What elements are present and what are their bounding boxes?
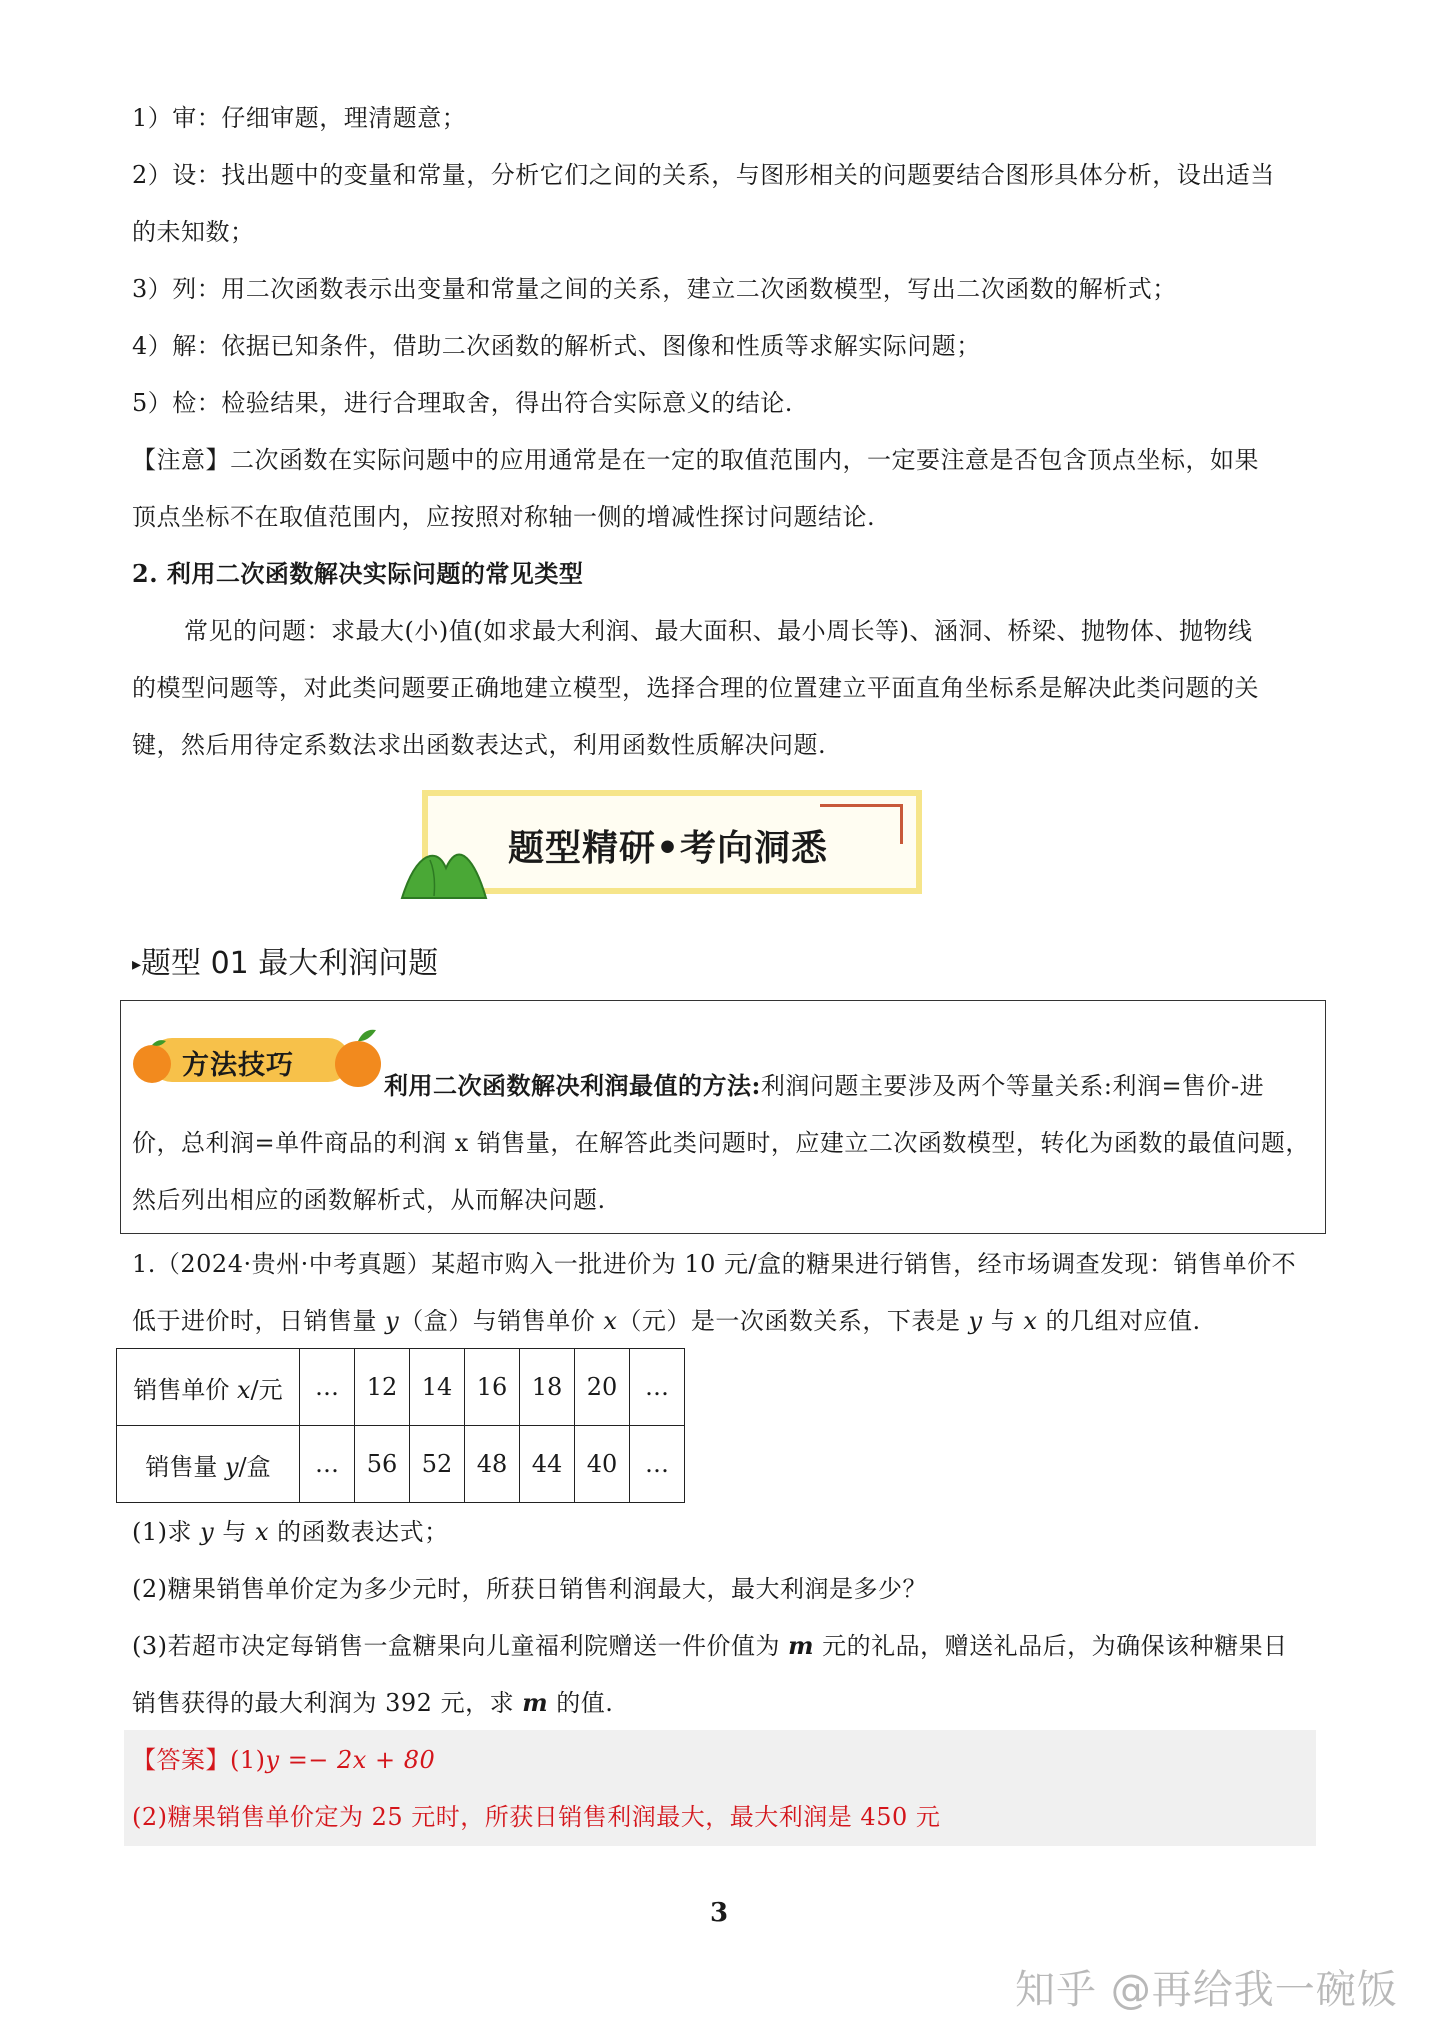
orange-icon [130,1036,176,1086]
answer-line-1 [132,1744,1312,1776]
table-row-price [117,1349,685,1426]
section-2-para-3: 键，然后用待定系数法求出函数表达式，利用函数性质解决问题. [132,731,827,759]
question-text: 元的礼品，赠送礼品后，为确保该种糖果日 [814,1632,1288,1660]
topic-title: 题型 01 最大利润问题 [141,946,439,981]
note-label: 【注意】 [132,446,230,474]
table-cell: 52 [410,1426,465,1503]
problem-line-1: 1.（2024·贵州·中考真题）某超市购入一批进价为 10 元/盒的糖果进行销售，经市场调查发现：销售单价不 [132,1250,1297,1278]
table-label-text: 销售单价 [133,1375,237,1404]
problem-text: 与 [982,1307,1024,1335]
problem-line-2 [132,1305,1312,1337]
table-row-volume [117,1426,685,1503]
var-x: x [237,1375,251,1404]
problem-text: （盒）与销售单价 [399,1307,604,1335]
table-label-unit: /元 [250,1375,283,1404]
method-badge [130,1020,380,1094]
table-cell: 40 [575,1426,630,1503]
table-cell-ellipsis: … [630,1349,685,1426]
var-m: m [788,1631,815,1660]
answer-1-prefix: (1) [230,1746,266,1774]
table-cell-ellipsis: … [300,1426,355,1503]
table-cell: 56 [355,1426,410,1503]
var-y: y [200,1518,215,1546]
note-line-2: 顶点坐标不在取值范围内，应按照对称轴一侧的增减性探讨问题结论. [132,503,876,531]
banner-title: 题型精研•考向洞悉 [508,828,829,869]
answer-label: 【答案】 [132,1746,230,1774]
question-text: 的函数表达式； [269,1518,449,1546]
table-cell: 44 [520,1426,575,1503]
var-y: y [385,1307,400,1335]
problem-text: 低于进价时，日销售量 [132,1307,386,1335]
method-line-2: 价，总利润=单件商品的利润 x 销售量，在解答此类问题时，应建立二次函数模型，转化为函数的最值问题， [132,1129,1310,1157]
topic-heading [132,944,438,988]
var-y: y [968,1307,983,1335]
table-cell: 14 [410,1349,465,1426]
price-volume-table [116,1348,685,1503]
section-2-para-2: 的模型问题等，对此类问题要正确地建立模型，选择合理的位置建立平面直角坐标系是解决此类问题的关 [132,674,1259,702]
question-1 [132,1516,1312,1548]
note-line-1 [132,444,1312,476]
note-text-1: 二次函数在实际问题中的应用通常是在一定的取值范围内，一定要注意是否包含顶点坐标，如果 [230,446,1259,474]
question-text: 的值. [548,1689,614,1717]
question-3-line-2 [132,1687,1312,1719]
step-2-line-2: 的未知数； [132,218,255,246]
question-text: 销售获得的最大利润为 392 元，求 [132,1689,523,1717]
table-header-volume [117,1426,300,1503]
table-cell: 48 [465,1426,520,1503]
triangle-marker-icon: ▸ [132,954,142,975]
step-2-line-1: 2）设：找出题中的变量和常量，分析它们之间的关系，与图形相关的问题要结合图形具体分析，设出适当 [132,161,1275,189]
var-m: m [522,1688,549,1717]
method-badge-label: 方法技巧 [182,1050,294,1081]
question-2: (2)糖果销售单价定为多少元时，所获日销售利润最大，最大利润是多少？ [132,1575,927,1603]
problem-text: （元）是一次函数关系，下表是 [617,1307,969,1335]
banner-accent-line [820,804,900,807]
step-3: 3）列：用二次函数表示出变量和常量之间的关系，建立二次函数模型，写出二次函数的解析式； [132,275,1177,303]
table-cell: 16 [465,1349,520,1426]
table-label-text: 销售量 [145,1452,225,1481]
table-cell: 12 [355,1349,410,1426]
table-cell: 20 [575,1349,630,1426]
var-y: y [224,1452,239,1481]
answer-1-formula: y =− 2x + 80 [265,1746,436,1774]
orange-icon [334,1022,382,1092]
method-lead: 利用二次函数解决利润最值的方法: [384,1071,761,1100]
question-text: (1)求 [132,1518,201,1546]
step-5: 5）检：检验结果，进行合理取舍，得出符合实际意义的结论. [132,389,793,417]
var-x: x [603,1307,618,1335]
page-number: 3 [710,1898,729,1928]
section-2-para-1: 常见的问题：求最大(小)值(如求最大利润、最大面积、最小周长等)、涵洞、桥梁、抛物体、抛物线 [184,617,1253,645]
problem-text: 的几组对应值. [1037,1307,1201,1335]
question-text: 与 [214,1518,255,1546]
method-line-3: 然后列出相应的函数解析式，从而解决问题. [132,1186,606,1214]
var-x: x [1023,1307,1038,1335]
method-text-1: 利润问题主要涉及两个等量关系:利润=售价-进 [760,1072,1265,1100]
table-label-unit: /盒 [238,1452,271,1481]
table-cell-ellipsis: … [630,1426,685,1503]
question-text: (3)若超市决定每销售一盒糖果向儿童福利院赠送一件价值为 [132,1632,789,1660]
table-cell: 18 [520,1349,575,1426]
banner-accent-vline [900,804,903,844]
section-2-heading: 2. 利用二次函数解决实际问题的常见类型 [132,559,584,588]
step-4: 4）解：依据已知条件，借助二次函数的解析式、图像和性质等求解实际问题； [132,332,981,360]
table-cell-ellipsis: … [300,1349,355,1426]
watermark: 知乎 @再给我一碗饭 [1015,1967,1398,2013]
section-banner [400,790,930,910]
answer-line-2: (2)糖果销售单价定为 25 元时，所获日销售利润最大，最大利润是 450 元 [132,1803,941,1831]
question-3-line-1 [132,1630,1312,1662]
var-x: x [254,1518,269,1546]
method-line-1 [384,1070,1314,1102]
step-1: 1）审：仔细审题，理清题意； [132,104,467,132]
table-header-price [117,1349,300,1426]
mountain-icon [400,834,490,900]
